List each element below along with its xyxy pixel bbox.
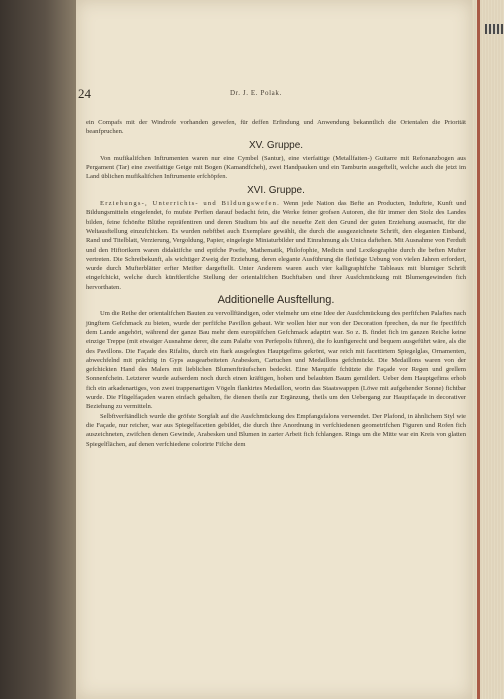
additional-heading: Additionelle Ausftellung. [217,294,335,307]
additional-paragraph-1: Um die Reihe der orientalifchen Bauten zu vervollftändigen, oder vielmehr um eine Idee der Ausfchmückung des perfifchen Palaftes nach jüngftem Gefchmack zu bieten, wurde der perfifche Pavillon gebaut. Wir wollen hier nur von der Decoration fprechen, da nur fie fpecififch dem Lande angehört, während der ganze Bau mehr dem europäifchen Gefchmack adaptirt war. So z. B. findet fich im ganzen Reiche keine einzige Treppe (mit etwaiger Ausnahme derer, die zum Palafte von Perfepolis führen), die fo kunftgerecht und bequem ausgeführt wäre, als die des Pavillons. Die Façade des Rifalits, durch ein ftark ausgelegtes Hauptgefims gekrönt, war reich mit facettirtem Spiegelglas, Ornamenten, abwechfelnd mit prächtig in Gyps ausgearbeiteten Arabesken, Cartuchen und Medaillons gefchmückt. Die Medaillons waren von der gefchickten Hand des Malers mit lieblichen Blumenfträufschen bedeckt. Eine Marquife fchützte die Façade vor Regen und grellem Sonnenfchein. Letzterer wurde aufserdem noch durch einen kräftigen, hohen und belaubten Baum gemildert. Ueber dem Hauptgefims erhob fich ein arkadenartiges, von zwei trappenartigen Vögeln flankirtes Medaillon, worin das Staatswappen (Löwe mit aufgehender Sonne) fichtbar wurde. Die Flügelfaçaden waren einfach gehalten, fie dienen theils zur Ergänzung, theils um den Uebergang zur Hauptfaçade in decorativer Beziehung zu vermitteln. [86,310,466,411]
group-16-paragraph [86,199,466,292]
group-15-paragraph: Von mufikalifchen Inftrumenten waren nur eine Cymbel (Santur), eine vierfaitige (Metallfaiten-) Guitarre mit Refonanzbogen aus Pergament (Tar) eine zweifaitige Geige mit Bogen (Kamandfcheh), zwei Handpauken und ein Tamburin ausgeftellt, welche auch die jetzt im Land üblichen mufikalifchen Inftrumente erfchöpfen. [86,154,466,181]
book-cover-edge [0,0,76,699]
page-header [78,86,468,100]
page-body [86,118,466,449]
page-number: 24 [78,86,91,101]
running-head: Dr. J. E. Polak. [230,89,282,97]
group-15-heading: XV. Gruppe. [248,139,304,151]
binding-red-stripe [477,0,480,699]
additional-paragraph-2: Selbftverftändlich wurde die gröfste Sorgfalt auf die Ausfchmückung des Empfangsfalons verwendet. Der Plafond, in ähnlichem Styl wie die Façade, nur reicher, war aus Spiegelfacetten gebildet, die durch ihre Anordnung in verfchiedenen geometrifchen Figuren und Rofen fich auszeichneten, zwifchen denen Gewinde, Arabesken und Blumen in zarter Arbeit fich fchlangen. Rings um die Mitte war ein Kreis von glatten Spiegelflächen, auf denen verfchiedene colorirte Fifche dem [86,412,466,448]
group-16-heading: XVI. Gruppe. [247,184,305,196]
group-16-lead: Erziehungs-, Unterrichts- und Bildungswefen. [100,200,280,208]
intro-paragraph: ein Compafs mit der Windrofe vorhanden gewefen, für deffen Erfindung und Anwendung bekanntlich die Orientalen die Priorität beanfpruchen. [86,119,466,136]
group-16-text: Wenn jede Nation das Befte an Producten, Induftrie, Kunft und Bildungsmitteln eingefendet, fo mufste Perfien darauf bedacht fein, die Werke feiner grofsen Autoren, die für immer den Stolz des Landes bilden, feine fchönfte Blüthe repräfentiren und deren Studium bis auf die neuefte Zeit den Grund der guten Erziehung ausmacht, für die Weltausftellung einzufchicken. Es wurden nebftbei auch Exemplare gewählt, die durch die ausgezeichnete Schrift, den eleganten Einband, Rand und Titelblatt, Verzierung, Vergoldung, Papier, eingelegte Miniaturbilder und Einrahmung als Unica daftehen. Mit Ausnahme von Ferduft und den Hiftorikern waren didaktifche und epifche Poefie, Mathematik, Philofophie, Medicin und Lexikographie durch die beften Mufter vertreten. Die Schreibekunft, als wichtiger Zweig der Erziehung, deren elegante Ausführung die fleifsige Uebung von vielen Jahren erfordert, wurde durch Mufterblätter erfter Meifter dargeftellt. Unter Anderem waren auch vier kalligraphifche Tableaux mit blumiger Schrift eingefchickt, welche durch künftlerifche Stellung der orientalifchen Buchftaben und ihrer Ausfchmückung mit Blumengewinden fich hervorthaten. [86,200,466,291]
page-edge-marks [485,24,504,34]
